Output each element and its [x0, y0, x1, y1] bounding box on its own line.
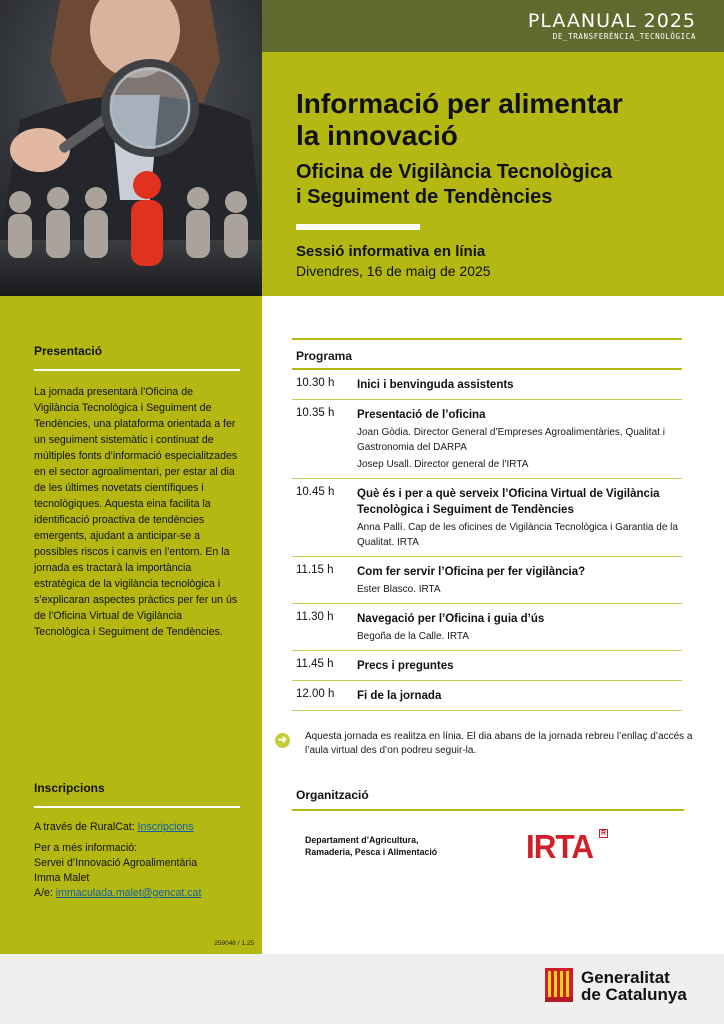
session-date: Divendres, 16 de maig de 2025 — [296, 263, 491, 279]
online-note: Aquesta jornada es realitza en línia. El dia abans de la jornada rebreu l’enllaç d’accés a l’aula virtual des d’on podreu seguir-la. — [305, 731, 693, 756]
main-title-line-1: Informació per alimentar — [296, 88, 623, 119]
organization-divider — [292, 809, 684, 811]
programme-speaker: Ester Blasco. IRTA — [357, 584, 441, 595]
header-photo — [0, 0, 262, 296]
programme-time: 11.15 h — [296, 564, 334, 576]
programme-body — [357, 557, 682, 603]
footer — [0, 954, 724, 1024]
generalitat-emblem-icon — [545, 968, 573, 1002]
generalitat-line-2: de Catalunya — [581, 985, 687, 1004]
programme-body — [357, 651, 682, 680]
arrow-circle-icon: ➜ — [275, 733, 290, 748]
contact-name: Imma Malet — [34, 872, 90, 884]
programme-rows — [292, 370, 682, 711]
more-info-label: Per a més informació: — [34, 842, 138, 854]
programme-title: Què és i per a què serveix l’Oficina Virtual de Vigilància Tecnològica i Seguiment de Tendències — [357, 488, 660, 516]
registration-via-text: A través de RuralCat: — [34, 821, 138, 833]
programme-time: 12.00 h — [296, 688, 335, 700]
hero-divider — [296, 224, 420, 230]
department-name — [305, 834, 505, 858]
programme-row — [292, 681, 682, 711]
left-column — [0, 296, 262, 954]
programme-time: 10.35 h — [296, 407, 335, 419]
hero-panel — [262, 52, 724, 296]
programme-row — [292, 604, 682, 651]
programme-title: Navegació per l’Oficina i guia d’ús — [357, 613, 545, 625]
programme-row — [292, 400, 682, 479]
registration-via — [34, 820, 194, 835]
reference-code: 259048 / 1.25 — [214, 940, 254, 947]
plan-banner — [262, 0, 724, 52]
presentation-heading: Presentació — [34, 344, 103, 358]
department-line-1: Departament d’Agricultura, — [305, 835, 419, 845]
programme-row — [292, 479, 682, 557]
sub-title-line-1: Oficina de Vigilància Tecnològica — [296, 161, 613, 183]
programme-time: 11.45 h — [296, 658, 334, 670]
programme-body — [357, 370, 682, 399]
programme-speaker: Josep Usall. Director general de l’IRTA — [357, 459, 529, 470]
programme-body — [357, 681, 682, 710]
programme-heading: Programa — [292, 338, 682, 370]
sub-title — [296, 160, 716, 210]
plan-subtitle: DE_TRANSFERÈNCIA_TECNOLÒGICA — [552, 32, 696, 41]
registration-divider — [34, 806, 240, 808]
session-type: Sessió informativa en línia — [296, 243, 486, 260]
generalitat-line-1: Generalitat — [581, 968, 670, 987]
programme-row — [292, 370, 682, 400]
magnifier-photo-illustration — [0, 0, 262, 296]
email-prefix: A/e: — [34, 887, 56, 899]
programme-body — [357, 479, 682, 556]
programme-row — [292, 557, 682, 604]
contact-email — [34, 886, 201, 901]
programme-title: Presentació de l’oficina — [357, 409, 486, 421]
programme-speaker: Begoña de la Calle. IRTA — [357, 631, 469, 642]
programme-time: 10.30 h — [296, 377, 335, 389]
generalitat-wordmark — [581, 969, 687, 1003]
programme-title: Inici i benvinguda assistents — [357, 379, 514, 391]
registration-heading: Inscripcions — [34, 781, 105, 795]
programme-body — [357, 604, 682, 650]
programme-body — [357, 400, 682, 478]
main-title-line-2: la innovació — [296, 120, 458, 151]
programme-speaker: Joan Gòdia. Director General d’Empreses Agroalimentàries, Qualitat i Gastronomia del DARPA — [357, 427, 665, 453]
department-line-2: Ramaderia, Pesca i Alimentació — [305, 847, 438, 857]
service-name: Servei d’Innovació Agroalimentària — [34, 857, 198, 869]
sub-title-line-2: i Seguiment de Tendències — [296, 186, 553, 208]
registration-link[interactable]: Inscripcions — [137, 821, 194, 833]
programme-table — [292, 338, 682, 711]
programme-time: 11.30 h — [296, 611, 334, 623]
irta-registered-mark: R — [600, 830, 607, 837]
email-link[interactable]: immaculada.malet@gencat.cat — [55, 887, 202, 899]
irta-logo: IRTA — [526, 828, 594, 865]
programme-title: Precs i preguntes — [357, 660, 454, 672]
plan-title: PLAANUAL 2025 — [527, 10, 696, 32]
programme-title: Com fer servir l’Oficina per fer vigilància? — [357, 566, 586, 578]
programme-speaker: Anna Pallí. Cap de les oficines de Vigilància Tecnològica i Garantia de la Qualitat. IRTA — [357, 522, 678, 548]
presentation-text: La jornada presentarà l’Oficina de Vigilància Tecnològica i Seguiment de Tendències, una plataforma orientada a fer un seguiment sistemàtic i continuat de múltiples fonts d’informació especialitzades en el sector agroalimentari, per estar al dia de les últimes novetats científiques i tecnològiques. Aquesta eina facilita la identificació proactiva de tendències emergents, ajudant a anticipar-se a possibles riscos i canvis en l’entorn. En la jornada es tractarà la importància estratègica de la vigilància tecnològica i s’explicaran aspectes pràctics per fer un ús de l’Oficina Virtual de Vigilància Tecnològica i Seguiment de Tendències. — [34, 386, 238, 638]
programme-row — [292, 651, 682, 681]
presentation-divider — [34, 369, 240, 371]
programme-title: Fi de la jornada — [357, 690, 442, 702]
organization-heading: Organització — [296, 788, 369, 802]
programme-time: 10.45 h — [296, 486, 335, 498]
main-title — [296, 88, 706, 152]
